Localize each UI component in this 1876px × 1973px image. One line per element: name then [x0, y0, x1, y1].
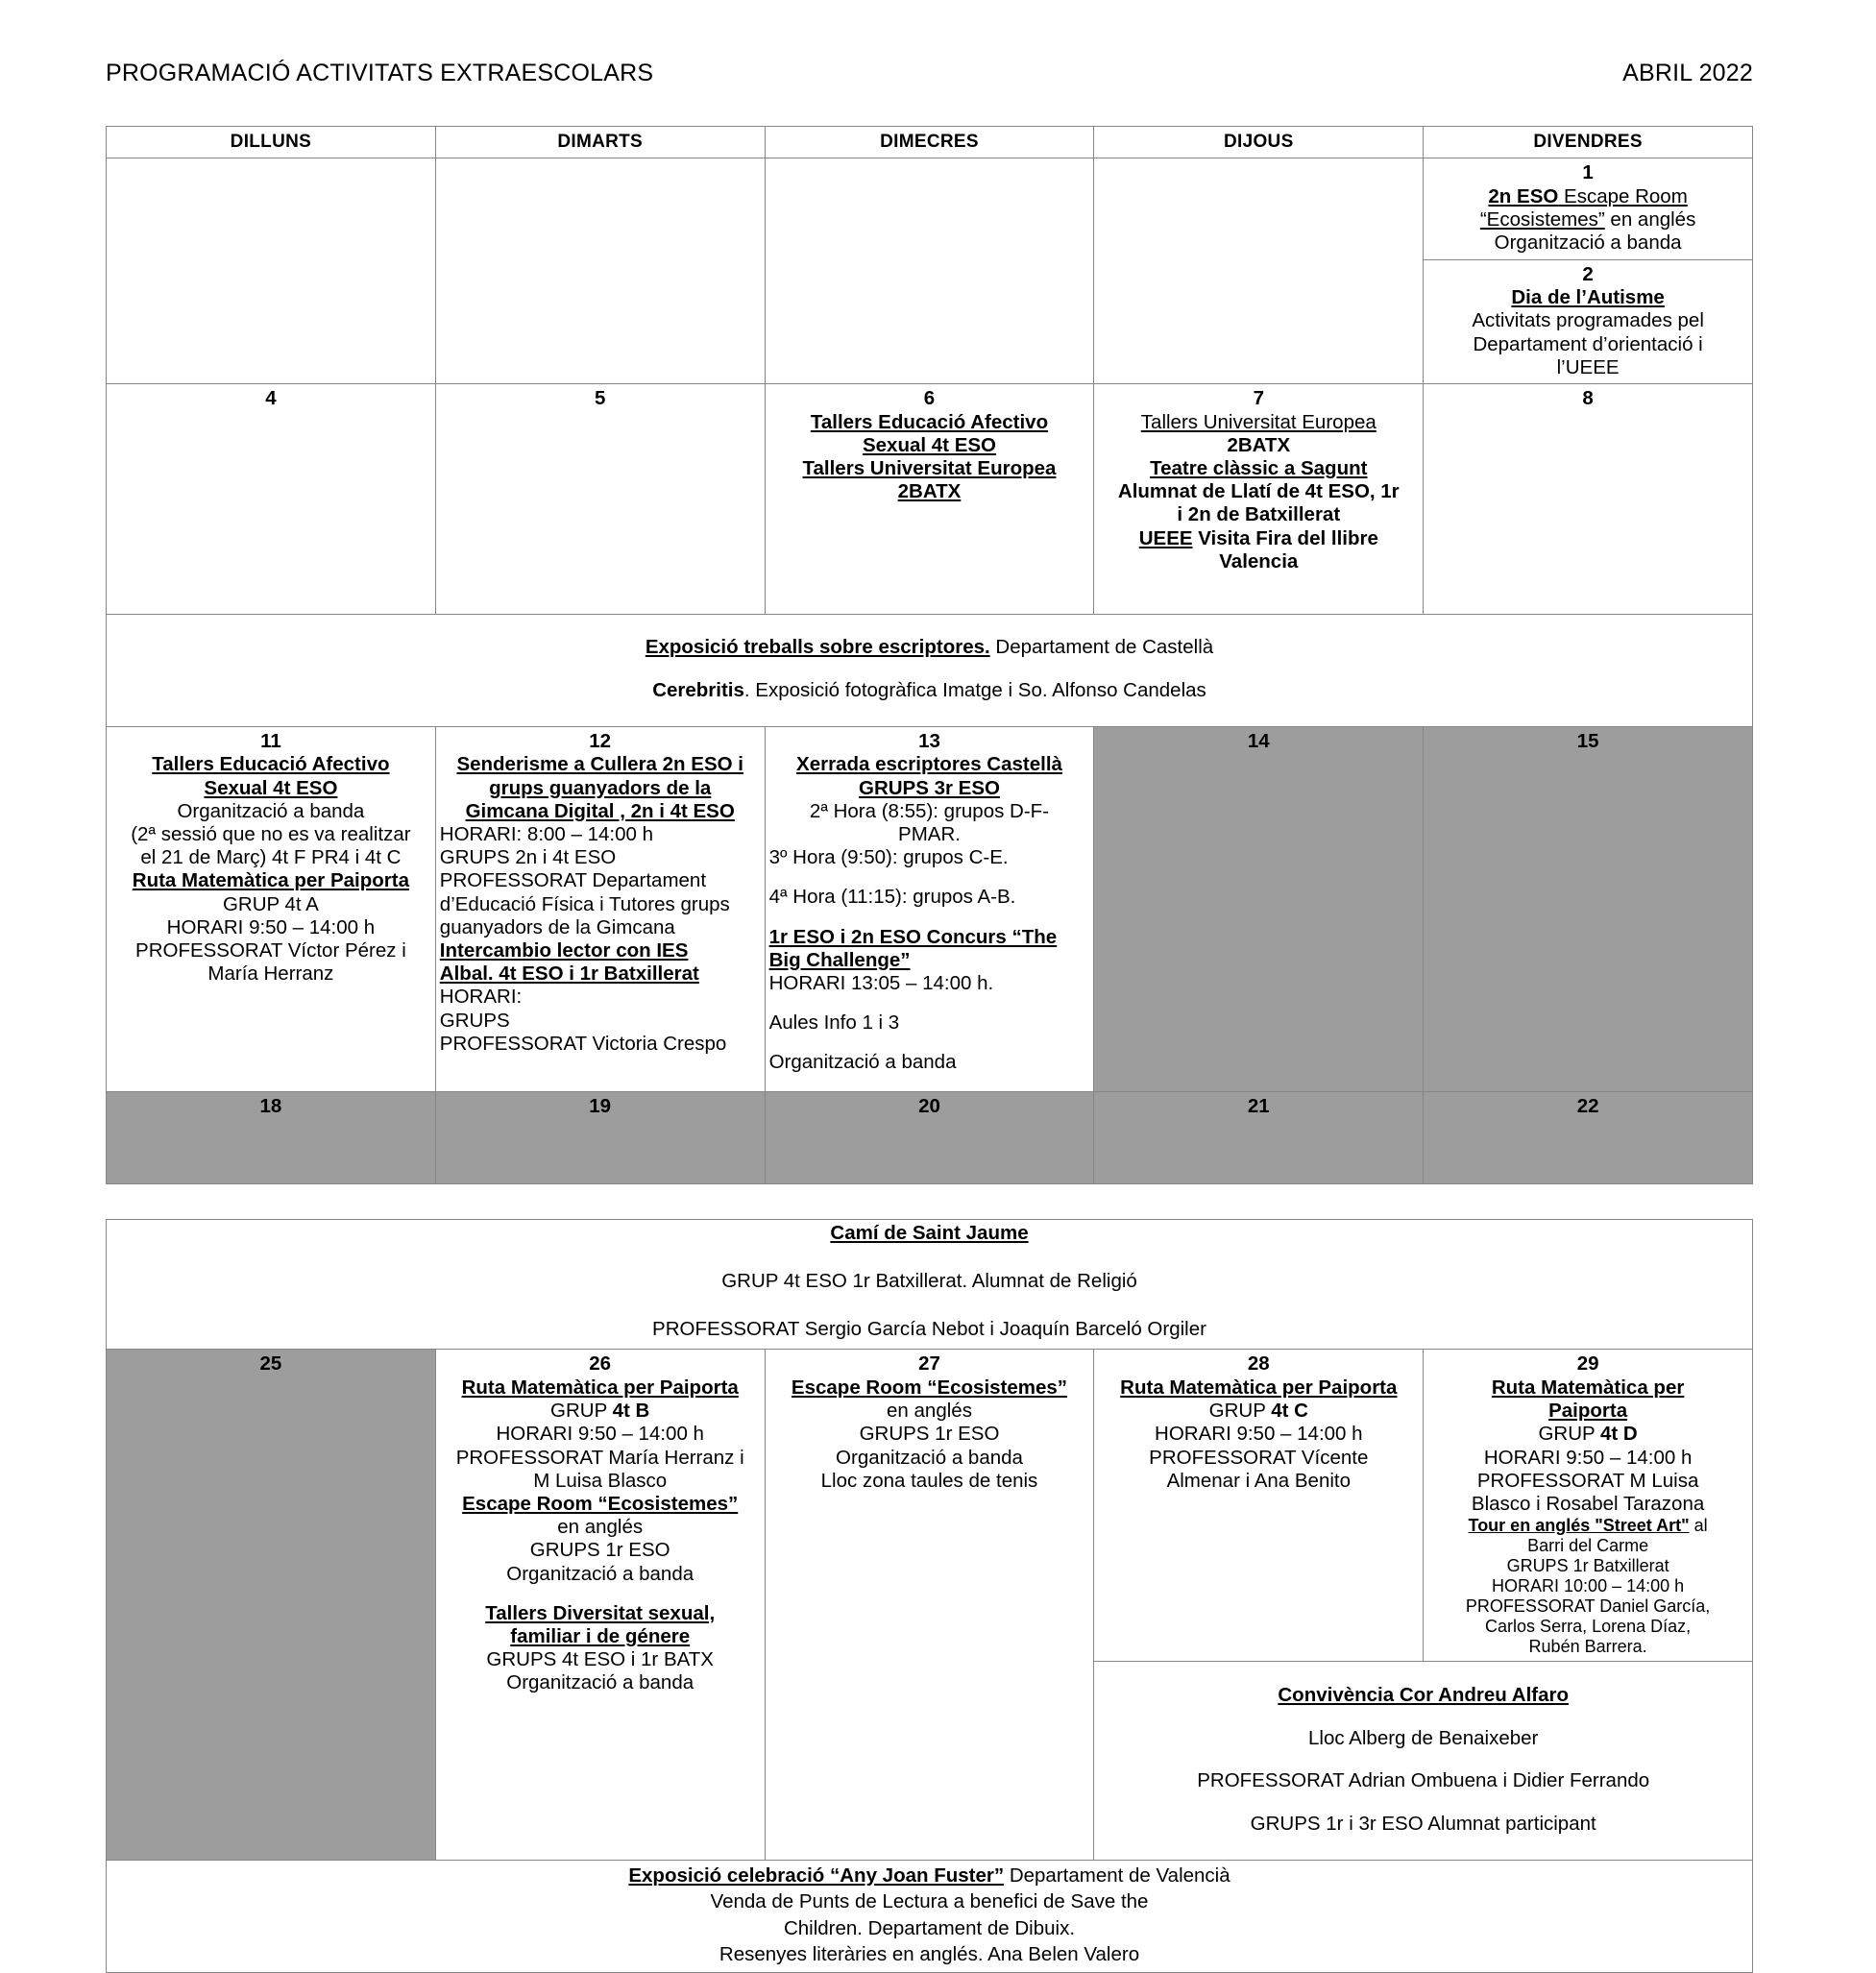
day-2-content [1427, 286, 1748, 379]
day-number-13: 13 [918, 729, 940, 752]
day-29-line8: Barri del Carme [1527, 1536, 1649, 1556]
day-26-line8: GRUPS 1r ESO [529, 1539, 670, 1562]
day-12-line4: HORARI: 8:00 – 14:00 h [439, 823, 654, 846]
day-29-line10: HORARI 10:00 – 14:00 h [1492, 1576, 1685, 1596]
day-number-4: 4 [265, 386, 277, 409]
day-number-6: 6 [923, 386, 936, 409]
weekday-header-dimarts: DIMARTS [435, 127, 765, 158]
day-12-line2: grups guanyadors de la [489, 776, 712, 799]
day-12-line13: PROFESSORAT Victoria Crespo [439, 1032, 727, 1055]
day-27-line1: Escape Room “Ecosistemes” [791, 1376, 1068, 1400]
day-number-14: 14 [1247, 729, 1270, 752]
day-cell-empty-tue1 [435, 158, 765, 384]
day-12-line5: GRUPS 2n i 4t ESO [439, 846, 617, 869]
day-13-line4: PMAR. [898, 823, 961, 846]
weekday-header-dilluns: DILLUNS [107, 127, 436, 158]
day-13-spacer-3 [769, 995, 1090, 1011]
day-number-28: 28 [1247, 1352, 1270, 1376]
day-number-19: 19 [589, 1094, 612, 1117]
day-2-line1: Dia de l’Autisme [1511, 286, 1665, 309]
day-12-line8: guanyadors de la Gimcana [439, 915, 675, 938]
day-cell-20[interactable] [765, 1091, 1094, 1183]
day-number-22: 22 [1576, 1094, 1599, 1117]
day-11-line3: Organització a banda [177, 799, 365, 822]
day-13-spacer-1 [769, 869, 1090, 886]
page-title: PROGRAMACIÓ ACTIVITATS EXTRAESCOLARS [106, 60, 654, 86]
day-11-line8: HORARI 9:50 – 14:00 h [166, 915, 376, 938]
day-7-line3: Teatre clàssic a Sagunt [1150, 456, 1368, 479]
day-28-line3: HORARI 9:50 – 14:00 h [1155, 1423, 1363, 1446]
calendar-top-wrapper [0, 126, 1876, 1184]
day-7-line6b: Visita Fira del llibre [1192, 526, 1378, 549]
day-11-line2: Sexual 4t ESO [204, 776, 338, 799]
day-27-line3: GRUPS 1r ESO [859, 1423, 1000, 1446]
day-number-26: 26 [589, 1352, 612, 1376]
day-26-line2a: GRUP [550, 1400, 613, 1423]
day-6-line2: Sexual 4t ESO [862, 433, 996, 456]
exposicio-line2-bold: Cerebritis [652, 679, 744, 702]
bottom-banner-row [107, 1860, 1753, 1972]
convivencia-line2: Lloc Alberg de Benaixeber [1308, 1726, 1539, 1749]
exposicio-line1-rest: Departament de Castellà [989, 636, 1214, 659]
day-13-spacer-4 [769, 1035, 1090, 1051]
day-11-line4: (2ª sessió que no es va realitzar [131, 823, 411, 846]
day-11-line10: María Herranz [207, 962, 334, 986]
day-26-line10: Tallers Diversitat sexual, [485, 1601, 716, 1624]
day-cell-12[interactable] [435, 726, 765, 1091]
day-26-line5: M Luisa Blasco [533, 1469, 668, 1492]
day-number-29: 29 [1576, 1352, 1599, 1376]
day-12-line11: HORARI: [439, 986, 523, 1009]
day-1-line2b: en anglés [1604, 208, 1696, 231]
day-13-line1: Xerrada escriptores Castellà [796, 753, 1062, 776]
day-number-27: 27 [918, 1352, 940, 1376]
day-cell-18[interactable] [107, 1091, 436, 1183]
week-row-3 [107, 726, 1753, 1091]
day-cell-2[interactable] [1424, 259, 1753, 383]
day-13-line5: 3º Hora (9:50): grupos C-E. [768, 846, 1009, 869]
day-29-line3b: 4t D [1600, 1423, 1638, 1446]
day-cell-25[interactable] [107, 1350, 436, 1860]
day-7-line1: Tallers Universitat Europea [1140, 410, 1377, 433]
day-28-line2b: 4t C [1271, 1400, 1308, 1423]
bottom-line1-bold: Exposició celebració “Any Joan Fuster” [628, 1863, 1005, 1887]
day-cell-29[interactable] [1424, 1350, 1753, 1662]
day-13-line7: 1r ESO i 2n ESO Concurs “The [768, 925, 1058, 948]
day-12-line1: Senderisme a Cullera 2n ESO i [456, 753, 743, 776]
cami-banner [107, 1219, 1753, 1350]
day-11-line1: Tallers Educació Afectivo [152, 753, 390, 776]
bottom-banner [107, 1860, 1753, 1972]
day-11-line6: Ruta Matemàtica per Paiporta [132, 869, 410, 892]
day-12-line6: PROFESSORAT Departament [439, 869, 707, 892]
period-label: ABRIL 2022 [1622, 60, 1753, 86]
day-number-20: 20 [918, 1094, 940, 1117]
day-29-line6: Blasco i Rosabel Tarazona [1471, 1492, 1705, 1515]
day-cell-4[interactable] [107, 383, 436, 614]
calendar-table-bottom [106, 1219, 1753, 1973]
day-6-line4: 2BATX [897, 480, 962, 503]
day-26-spacer [440, 1586, 761, 1602]
day-29-line7a: Tour en anglés "Street Art" [1468, 1516, 1690, 1536]
day-28-line5: Almenar i Ana Benito [1166, 1469, 1352, 1492]
day-29-line7b: al [1689, 1516, 1708, 1536]
bottom-line1-rest: Departament de Valencià [1004, 1863, 1230, 1887]
day-number-11: 11 [260, 729, 281, 752]
day-cell-27[interactable] [765, 1350, 1094, 1860]
day-1-line3: Organització a banda [1494, 231, 1682, 255]
day-26-line9: Organització a banda [506, 1562, 694, 1585]
day-11-content [110, 753, 431, 986]
weekday-header-divendres: DIVENDRES [1424, 127, 1753, 158]
calendar-table-top [106, 126, 1753, 1184]
day-13-line9: HORARI 13:05 – 14:00 h. [768, 971, 994, 994]
day-11-line5: el 21 de Març) 4t F PR4 i 4t C [140, 846, 402, 869]
weekday-header-dijous: DIJOUS [1094, 127, 1424, 158]
day-7-line7: Valencia [1219, 549, 1299, 572]
day-26-line2b: 4t B [612, 1400, 650, 1423]
day-13-line2: GRUPS 3r ESO [859, 776, 1000, 799]
cami-line3: PROFESSORAT Sergio García Nebot i Joaquín Barceló Orgiler [652, 1318, 1206, 1341]
day-12-line10: Albal. 4t ESO i 1r Batxillerat [439, 962, 699, 986]
day-26-line11: familiar i de génere [510, 1624, 691, 1647]
weekday-header-row [107, 127, 1753, 158]
day-28-line2a: GRUP [1208, 1400, 1272, 1423]
day-2-line4: l’UEEE [1556, 355, 1620, 378]
day-7-line5: i 2n de Batxillerat [1177, 503, 1341, 526]
day-27-content [769, 1376, 1090, 1493]
day-27-line4: Organització a banda [836, 1446, 1023, 1469]
day-26-line12: GRUPS 4t ESO i 1r BATX [486, 1648, 714, 1671]
day-cell-14[interactable] [1094, 726, 1424, 1091]
bottom-line3: Children. Departament de Dibuix. [783, 1916, 1076, 1939]
week-row-5 [107, 1350, 1753, 1662]
day-26-line3: HORARI 9:50 – 14:00 h [496, 1423, 704, 1446]
day-cell-empty-mon1 [107, 158, 436, 384]
day-13-spacer-2 [769, 910, 1090, 926]
week-row-4 [107, 1091, 1753, 1183]
weekday-header-dimecres: DIMECRES [765, 127, 1094, 158]
day-29-line12: Carlos Serra, Lorena Díaz, [1485, 1617, 1692, 1637]
day-cell-8[interactable] [1424, 383, 1753, 614]
day-29-line3a: GRUP [1538, 1423, 1600, 1446]
day-cell-11[interactable] [107, 726, 436, 1091]
day-12-line7: d’Educació Física i Tutores grups [439, 892, 730, 915]
day-13-line8: Big Challenge” [768, 948, 911, 971]
week-row-1a [107, 158, 1753, 259]
day-12-line12: GRUPS [439, 1009, 510, 1032]
day-cell-13[interactable] [765, 726, 1094, 1091]
day-number-25: 25 [259, 1352, 282, 1376]
week-row-2 [107, 383, 1753, 614]
day-number-1: 1 [1582, 161, 1594, 184]
exposicio-banner [107, 614, 1753, 726]
day-number-12: 12 [589, 729, 612, 752]
day-7-line6a: UEEE [1138, 526, 1193, 549]
day-cell-empty-wed1 [765, 158, 1094, 384]
day-cell-28[interactable] [1094, 1350, 1424, 1662]
day-13-content [769, 753, 1090, 1074]
day-1-line2a: “Ecosistemes” [1479, 208, 1605, 231]
day-12-line9: Intercambio lector con IES [439, 938, 689, 962]
day-6-line1: Tallers Educació Afectivo [810, 410, 1049, 433]
day-7-line2: 2BATX [1227, 433, 1291, 456]
day-28-line4: PROFESSORAT Vícente [1149, 1446, 1369, 1469]
day-26-line1: Ruta Matemàtica per Paiporta [461, 1376, 739, 1400]
day-number-8: 8 [1582, 386, 1594, 409]
day-26-line4: PROFESSORAT María Herranz i [455, 1446, 744, 1469]
day-2-line3: Departament d’orientació i [1473, 332, 1703, 355]
day-12-content [440, 753, 761, 1055]
day-27-line5: Lloc zona taules de tenis [820, 1469, 1038, 1492]
day-1-content [1427, 185, 1748, 256]
exposicio-banner-row [107, 614, 1753, 726]
convivencia-banner [1094, 1662, 1753, 1860]
day-number-21: 21 [1247, 1094, 1270, 1117]
day-number-18: 18 [259, 1094, 282, 1117]
convivencia-line3: PROFESSORAT Adrian Ombuena i Didier Ferrando [1197, 1769, 1650, 1792]
day-26-line13: Organització a banda [506, 1671, 694, 1694]
day-cell-15[interactable] [1424, 726, 1753, 1091]
day-29-line2: Paiporta [1548, 1400, 1628, 1423]
exposicio-line2-rest: . Exposició fotogràfica Imatge i So. Alfonso Candelas [743, 679, 1206, 702]
day-29-line1: Ruta Matemàtica per [1491, 1376, 1685, 1400]
day-cell-19[interactable] [435, 1091, 765, 1183]
cami-banner-row [107, 1219, 1753, 1350]
day-13-line11: Organització a banda [768, 1051, 957, 1074]
cami-line2: GRUP 4t ESO 1r Batxillerat. Alumnat de Religió [721, 1270, 1137, 1293]
day-29-line13: Rubén Barrera. [1528, 1637, 1647, 1657]
day-7-line4: Alumnat de Llatí de 4t ESO, 1r [1117, 480, 1400, 503]
day-27-line2: en anglés [887, 1400, 972, 1423]
day-number-2: 2 [1582, 262, 1594, 285]
convivencia-line1: Convivència Cor Andreu Alfaro [1278, 1683, 1569, 1706]
day-cell-empty-thu1 [1094, 158, 1424, 384]
day-cell-21[interactable] [1094, 1091, 1424, 1183]
document-header [0, 0, 1876, 87]
day-29-line5: PROFESSORAT M Luisa [1476, 1469, 1699, 1492]
day-cell-7[interactable] [1094, 383, 1424, 614]
day-1-line1-bold: 2n ESO [1488, 185, 1559, 208]
day-29-content [1427, 1376, 1748, 1657]
day-11-line7: GRUP 4t A [222, 892, 319, 915]
day-6-line3: Tallers Universitat Europea [802, 456, 1057, 479]
day-2-line2: Activitats programades pel [1472, 309, 1704, 332]
day-cell-26[interactable] [435, 1350, 765, 1860]
convivencia-line4: GRUPS 1r i 3r ESO Alumnat participant [1250, 1813, 1596, 1836]
day-28-line1: Ruta Matemàtica per Paiporta [1120, 1376, 1398, 1400]
day-number-7: 7 [1253, 386, 1264, 409]
day-12-line3: Gimcana Digital , 2n i 4t ESO [465, 799, 735, 822]
day-cell-6[interactable] [765, 383, 1094, 614]
bottom-line4: Resenyes literàries en anglés. Ana Belen Valero [719, 1943, 1140, 1966]
day-cell-22[interactable] [1424, 1091, 1753, 1183]
day-cell-5[interactable] [435, 383, 765, 614]
cami-title: Camí de Saint Jaume [830, 1221, 1029, 1244]
exposicio-line1-bold: Exposició treballs sobre escriptores. [645, 636, 990, 659]
day-cell-1[interactable] [1424, 158, 1753, 259]
day-26-line7: en anglés [557, 1516, 644, 1539]
day-7-content [1098, 411, 1419, 573]
day-29-line11: PROFESSORAT Daniel García, [1465, 1596, 1711, 1617]
day-28-content [1098, 1376, 1419, 1493]
day-29-line4: HORARI 9:50 – 14:00 h [1483, 1446, 1693, 1469]
day-13-line6: 4ª Hora (11:15): grupos A-B. [768, 886, 1016, 909]
day-26-line6: Escape Room “Ecosistemes” [462, 1492, 739, 1515]
day-number-15: 15 [1576, 729, 1599, 752]
day-26-content [440, 1376, 761, 1694]
bottom-line2: Venda de Punts de Lectura a benefici de Save the [710, 1890, 1149, 1913]
day-13-line10: Aules Info 1 i 3 [768, 1011, 900, 1035]
calendar-bottom-wrapper [0, 1219, 1876, 1973]
day-1-line1-rest: Escape Room [1558, 185, 1688, 208]
day-6-content [769, 411, 1090, 504]
day-11-line9: PROFESSORAT Víctor Pérez i [135, 938, 406, 962]
day-13-line3: 2ª Hora (8:55): grupos D-F- [809, 799, 1050, 822]
day-number-5: 5 [594, 386, 606, 409]
day-29-line9: GRUPS 1r Batxillerat [1506, 1556, 1669, 1576]
